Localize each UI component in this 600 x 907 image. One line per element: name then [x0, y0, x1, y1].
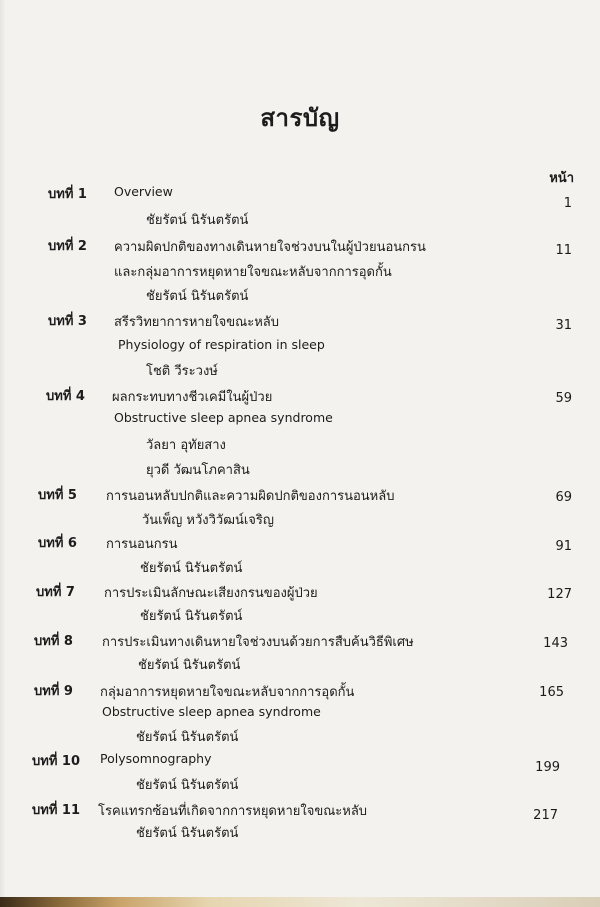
chapter-page-number: 11	[555, 243, 572, 258]
chapter-author: โชติ วีระวงษ์	[146, 364, 218, 379]
chapter-author: ชัยรัตน์ นิรันตรัตน์	[138, 658, 241, 673]
chapter-page-number: 31	[555, 318, 572, 333]
page-title: สารบัญ	[260, 104, 340, 132]
chapter-label: บทที่ 2	[48, 239, 87, 254]
chapter-page-number: 91	[555, 539, 572, 554]
chapter-author: ชัยรัตน์ นิรันตรัตน์	[136, 730, 239, 745]
chapter-title: โรคแทรกซ้อนที่เกิดจากการหยุดหายใจขณะหลับ	[98, 804, 368, 819]
chapter-page-number: 143	[543, 636, 568, 651]
chapter-author: ยุวดี วัฒนโภคาสิน	[146, 463, 250, 478]
chapter-title: การประเมินทางเดินหายใจช่วงบนด้วยการสืบค้นวิธีพิเศษ	[102, 635, 414, 650]
chapter-label: บทที่ 1	[48, 187, 87, 202]
chapter-title: กลุ่มอาการหยุดหายใจขณะหลับจากการอุดกั้น	[100, 685, 355, 700]
chapter-label: บทที่ 5	[38, 488, 77, 503]
chapter-page-number: 217	[533, 808, 558, 823]
chapter-page-number: 1	[563, 196, 572, 211]
chapter-author: วันเพ็ญ หวังวิวัฒน์เจริญ	[142, 513, 274, 528]
chapter-author: ชัยรัตน์ นิรันตรัตน์	[136, 778, 239, 793]
chapter-label: บทที่ 7	[36, 585, 75, 600]
chapter-subtitle: Obstructive sleep apnea syndrome	[114, 410, 333, 425]
chapter-label: บทที่ 9	[34, 684, 73, 699]
book-binding-edge	[0, 897, 600, 907]
chapter-label: บทที่ 6	[38, 536, 77, 551]
chapter-author: ชัยรัตน์ นิรันตรัตน์	[136, 826, 239, 841]
chapter-title: สรีรวิทยาการหายใจขณะหลับ	[114, 315, 280, 330]
chapter-subtitle: Obstructive sleep apnea syndrome	[102, 704, 321, 719]
chapter-title: ผลกระทบทางชีวเคมีในผู้ป่วย	[112, 390, 273, 405]
chapter-title: ความผิดปกติของทางเดินหายใจช่วงบนในผู้ป่วยนอนกรน	[114, 240, 426, 255]
chapter-page-number: 59	[555, 391, 572, 406]
chapter-title: การนอนหลับปกติและความผิดปกติของการนอนหลับ	[106, 489, 395, 504]
chapter-author: ชัยรัตน์ นิรันตรัตน์	[140, 609, 243, 624]
chapter-page-number: 199	[535, 760, 560, 775]
chapter-label: บทที่ 3	[48, 314, 87, 329]
chapter-author: วัลยา อุทัยสาง	[146, 438, 226, 453]
chapter-title: Polysomnography	[100, 751, 212, 766]
chapter-page-number: 69	[555, 490, 572, 505]
page-column-label: หน้า	[549, 171, 574, 186]
chapter-label: บทที่ 8	[34, 634, 73, 649]
chapter-author: ชัยรัตน์ นิรันตรัตน์	[146, 213, 249, 228]
chapter-title: Overview	[114, 184, 173, 199]
chapter-subtitle: Physiology of respiration in sleep	[118, 337, 325, 352]
chapter-label: บทที่ 10	[32, 754, 81, 769]
chapter-label: บทที่ 11	[32, 803, 81, 818]
chapter-label: บทที่ 4	[46, 389, 85, 404]
chapter-title: การประเมินลักษณะเสียงกรนของผู้ป่วย	[104, 586, 318, 601]
chapter-page-number: 127	[547, 587, 572, 602]
chapter-author: ชัยรัตน์ นิรันตรัตน์	[146, 289, 249, 304]
chapter-author: ชัยรัตน์ นิรันตรัตน์	[140, 561, 243, 576]
chapter-title-continued: และกลุ่มอาการหยุดหายใจขณะหลับจากการอุดกั้น	[114, 265, 392, 280]
chapter-title: การนอนกรน	[106, 537, 178, 552]
chapter-page-number: 165	[539, 685, 564, 700]
